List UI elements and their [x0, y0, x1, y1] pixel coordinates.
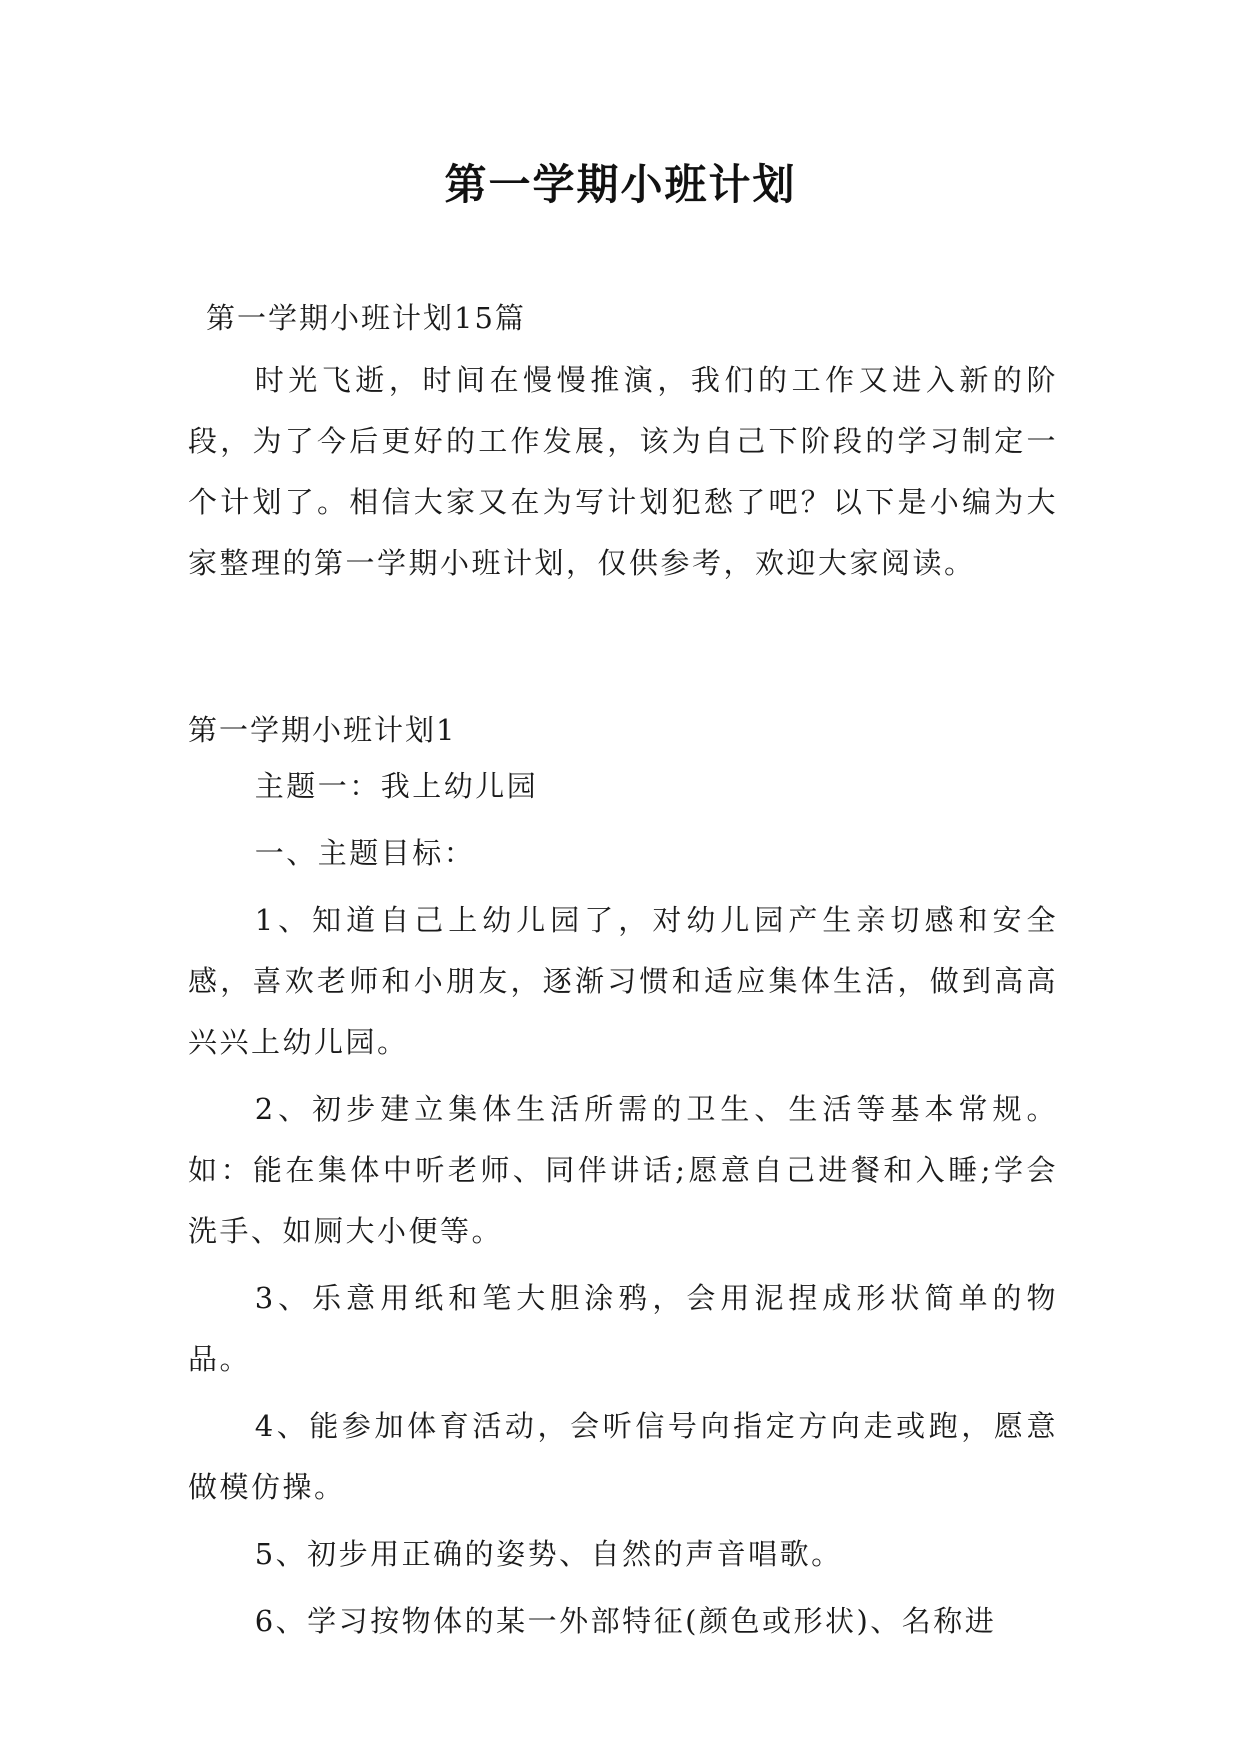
intro-paragraph: 时光飞逝，时间在慢慢推演，我们的工作又进入新的阶段，为了今后更好的工作发展，该为自己下阶段的学习制定一个计划了。相信大家又在为写计划犯愁了吧？以下是小编为大家整理的第一学期小班计划，仅供参考，欢迎大家阅读。: [188, 363, 1058, 580]
paragraph: 2、初步建立集体生活所需的卫生、生活等基本常规。如：能在集体中听老师、同伴讲话;愿意自己进餐和入睡;学会洗手、如厕大小便等。: [188, 1092, 1058, 1248]
document-title: 第一学期小班计划: [444, 160, 797, 209]
paragraph: 4、能参加体育活动，会听信号向指定方向走或跑，愿意做模仿操。: [188, 1409, 1058, 1504]
paragraph: 主题一：我上幼儿园: [254, 769, 539, 803]
paragraph: 6、学习按物体的某一外部特征(颜色或形状)、名称进: [254, 1604, 997, 1638]
section-title: 第一学期小班计划1: [188, 713, 457, 747]
paragraph: 一、主题目标：: [254, 836, 476, 870]
document-subtitle: 第一学期小班计划15篇: [206, 301, 526, 335]
paragraph: 3、乐意用纸和笔大胆涂鸦，会用泥捏成形状简单的物品。: [188, 1281, 1058, 1376]
paragraph: 5、初步用正确的姿势、自然的声音唱歌。: [254, 1537, 843, 1571]
section-body: [188, 756, 1058, 1658]
paragraph: 1、知道自己上幼儿园了，对幼儿园产生亲切感和安全感，喜欢老师和小朋友，逐渐习惯和适应集体生活，做到高高兴兴上幼儿园。: [188, 903, 1058, 1059]
